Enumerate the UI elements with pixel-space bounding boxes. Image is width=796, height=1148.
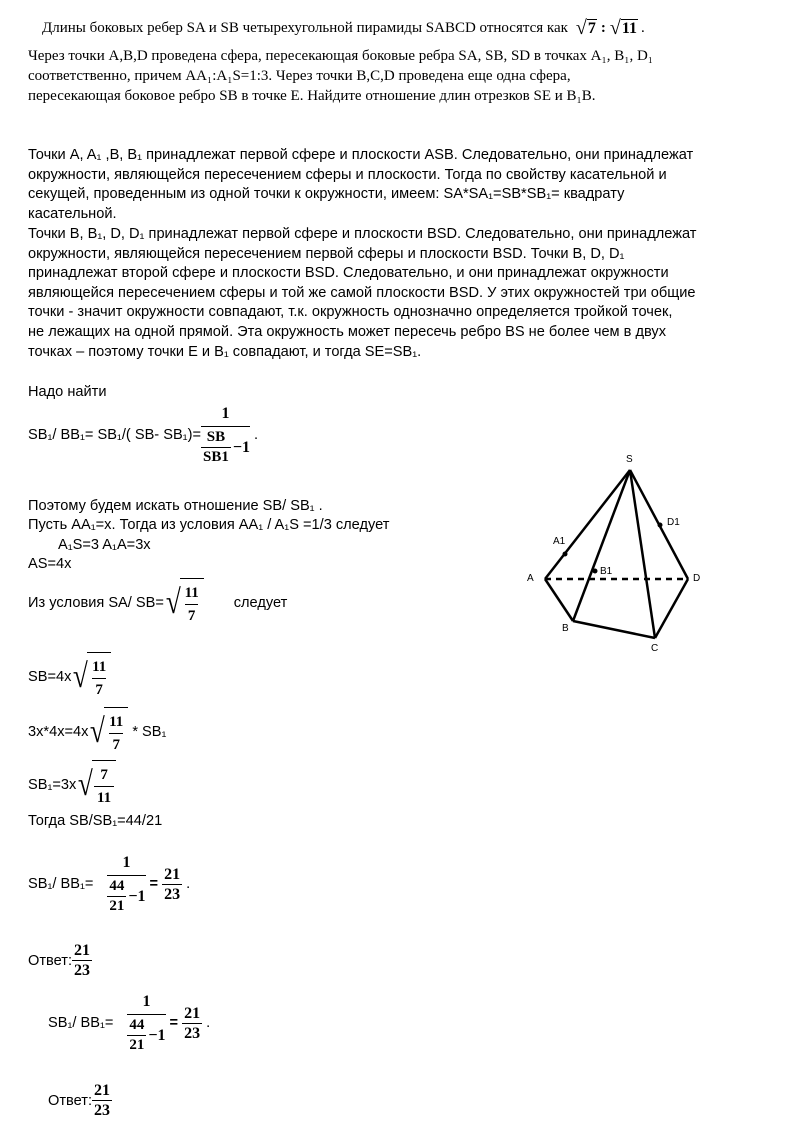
- result-equation: SB₁/ BB₁= 1 $\frac{44}{21}$ −1 = $\frac{21}{23}$ .: [28, 854, 191, 914]
- p2-line: являющейся пересечением сферы и той же самой плоскости BSD. У этих окружностей три общие: [28, 284, 696, 301]
- a1s-line: A₁S=3 A₁A=3x: [58, 537, 151, 553]
- product-equation: 3x*4x=4x √ $\frac{11}{7}$ * SB₁: [28, 707, 166, 757]
- edge-CD: [655, 579, 688, 638]
- edge-SC: [630, 470, 655, 638]
- then-line: Тогда SB/SB₁=44/21: [28, 813, 163, 829]
- problem-line-3: соответственно, причем AA₁:A₁S=1:3. Через точки B,C,D проведена еще одна сфера,: [28, 68, 571, 84]
- label-A: A: [527, 573, 534, 584]
- as-line: AS=4x: [28, 556, 72, 572]
- p1-line: Точки A, A₁ ,B, B₁ принадлежат первой сфере и плоскости ASB. Следовательно, они принадлежат: [28, 147, 694, 163]
- result-equation-repeat: SB₁/ BB₁= 1 $\frac{44}{21}$ −1 = $\frac{21}{23}$ .: [48, 993, 211, 1053]
- edge-SA: [545, 470, 630, 579]
- problem-line-2: Через точки A,B,D проведена сфера, пересекающая боковые ребра SA, SB, SD в точках A₁, B₁, D₁: [28, 48, 654, 64]
- p2-line: точки - значит окружности совпадают, т.к. окружность однозначно определяется тройкой точек,: [28, 304, 673, 321]
- search-line: Поэтому будем искать отношение SB/ SB₁ .: [28, 498, 323, 514]
- let-line: Пусть AA₁=x. Тогда из условия AA₁ / A₁S =1/3 следует: [28, 517, 390, 533]
- ratio-colon: :: [600, 19, 606, 36]
- sqrt-eleven: √ 11: [609, 17, 637, 39]
- point-A1: [563, 552, 568, 557]
- label-A1: A1: [553, 536, 566, 547]
- equation-ratio: SB₁/ BB₁= SB₁/( SB- SB₁)= 1 $\frac{SB}{SB1}$ −1 .: [28, 405, 259, 465]
- edge-AB: [545, 579, 573, 621]
- label-S: S: [626, 454, 633, 465]
- edge-SD: [630, 470, 688, 579]
- sqrt-seven: √ 7: [575, 17, 596, 39]
- answer-1: Ответ: $\frac{21}{23}$: [28, 942, 90, 979]
- p2-line: окружности, являющейся пересечением первой сферы и плоскости BSD. Точки B, D, D₁: [28, 245, 625, 262]
- fraction-value: $\frac{21}{23}$: [164, 865, 181, 903]
- point-D1: [658, 523, 663, 528]
- label-D1: D1: [667, 517, 680, 528]
- point-B1: [593, 569, 598, 574]
- solution-paragraph-1: [28, 146, 768, 224]
- label-B: B: [562, 623, 569, 634]
- sb-equation: SB=4x √ $\frac{11}{7}$: [28, 652, 111, 702]
- solution-paragraph-2: [28, 225, 768, 362]
- p1-line: секущей, проведенным из одной точки к окружности, имеем: SA*SA₁=SB*SB₁= квадрату: [28, 186, 625, 203]
- p2-line: принадлежат второй сфере и плоскости BSD. Следовательно, и они принадлежат окружности: [28, 265, 669, 282]
- fraction-ratio: 1 $\frac{SB}{SB1}$ −1: [203, 405, 250, 465]
- answer-fraction: $\frac{21}{23}$: [74, 942, 90, 979]
- p2-line: не лежащих на одной прямой. Эта окружность может пересечь ребро BS не более чем в двух: [28, 323, 666, 340]
- need-find: Надо найти: [28, 384, 107, 400]
- fraction-result: 1 $\frac{44}{21}$ −1: [109, 854, 146, 914]
- edge-BC: [573, 621, 655, 638]
- sqrt-fraction: √ $\frac{11}{7}$: [164, 578, 204, 628]
- answer-fraction: $\frac{21}{23}$: [94, 1082, 110, 1119]
- problem-line-1: Длины боковых ребер SA и SB четырехугольной пирамиды SABCD относятся как √ 7 : √ 11 .: [42, 17, 645, 39]
- sqrt-fraction: √ $\frac{7}{11}$: [76, 760, 116, 810]
- sqrt-fraction: √ $\frac{11}{7}$: [71, 652, 111, 702]
- p2-line: точках – поэтому точки E и B₁ совпадают, и тогда SE=SB₁.: [28, 343, 422, 360]
- fraction-result: 1 $\frac{44}{21}$ −1: [129, 993, 166, 1053]
- sb1-equation: SB₁=3x √ $\frac{7}{11}$: [28, 760, 116, 810]
- fraction-value: $\frac{21}{23}$: [184, 1004, 201, 1042]
- label-C: C: [651, 643, 659, 654]
- condition-line: Из условия SA/ SB= √ $\frac{11}{7}$ следует: [28, 578, 287, 628]
- label-D: D: [693, 573, 701, 584]
- p1-line: окружности, являющейся пересечением сферы и плоскости. Тогда по свойству касательной и: [28, 166, 667, 183]
- edge-SB: [573, 470, 630, 621]
- label-B1: B1: [600, 566, 613, 577]
- p1-line: касательной.: [28, 205, 117, 222]
- problem-line-4: пересекающая боковое ребро SB в точке E. Найдите отношение длин отрезков SE и B₁B.: [28, 88, 596, 104]
- sqrt-fraction: √ $\frac{11}{7}$: [88, 707, 128, 757]
- problem-text: Длины боковых ребер SA и SB четырехугольной пирамиды SABCD относятся как: [42, 19, 568, 36]
- answer-2: Ответ: $\frac{21}{23}$: [48, 1082, 110, 1119]
- p2-line: Точки B, B₁, D, D₁ принадлежат первой сфере и плоскости BSD. Следовательно, они принадлежат: [28, 226, 697, 242]
